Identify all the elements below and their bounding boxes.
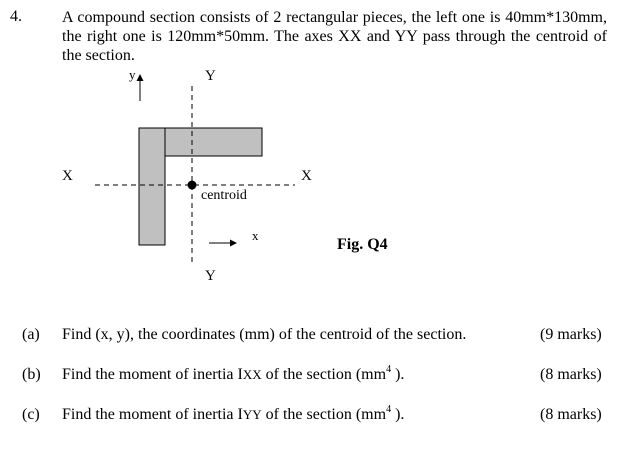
figure-caption: Fig. Q4 <box>337 236 388 253</box>
part-b-text: Find the moment of inertia IXX of the section ($mm^4$ ). <box>62 364 405 383</box>
y-top-label: Y <box>205 68 216 84</box>
question-number: 4. <box>10 8 22 25</box>
centroid-label: centroid <box>201 188 247 203</box>
left-rectangle <box>139 128 165 245</box>
x-arrow-head <box>230 240 237 247</box>
y-small-label: y <box>129 67 136 82</box>
x-small-label: x <box>252 228 259 243</box>
part-c-superscript: 4 <box>386 404 392 415</box>
part-c-text: Find the moment of inertia IYY of the section ($mm^4$ ). <box>62 404 405 423</box>
part-b-subscript: XX <box>242 367 262 382</box>
y-arrow-head <box>137 74 144 81</box>
question-text: A compound section consists of 2 rectangular pieces, the left one is 40mm*130mm, the right one is 120mm*50mm. The axes XX and YY pass through the centroid of the section. <box>62 9 607 64</box>
centroid-dot <box>188 181 197 190</box>
part-a-text: Find (x, y), the coordinates (mm) of the centroid of the section. <box>62 326 467 343</box>
part-c-subscript: YY <box>242 407 262 422</box>
part-c-marks: (8 marks) <box>540 406 602 423</box>
part-a-label: (a) <box>22 326 40 343</box>
part-c-label: (c) <box>22 406 40 423</box>
part-b-marks: (8 marks) <box>540 366 602 383</box>
x-right-label: X <box>301 168 312 184</box>
x-left-label: X <box>62 168 73 184</box>
y-bottom-label: Y <box>205 268 216 284</box>
right-rectangle <box>165 128 262 156</box>
part-b-superscript: 4 <box>386 364 392 375</box>
part-b-label: (b) <box>22 366 41 383</box>
part-a-marks: (9 marks) <box>540 326 602 343</box>
